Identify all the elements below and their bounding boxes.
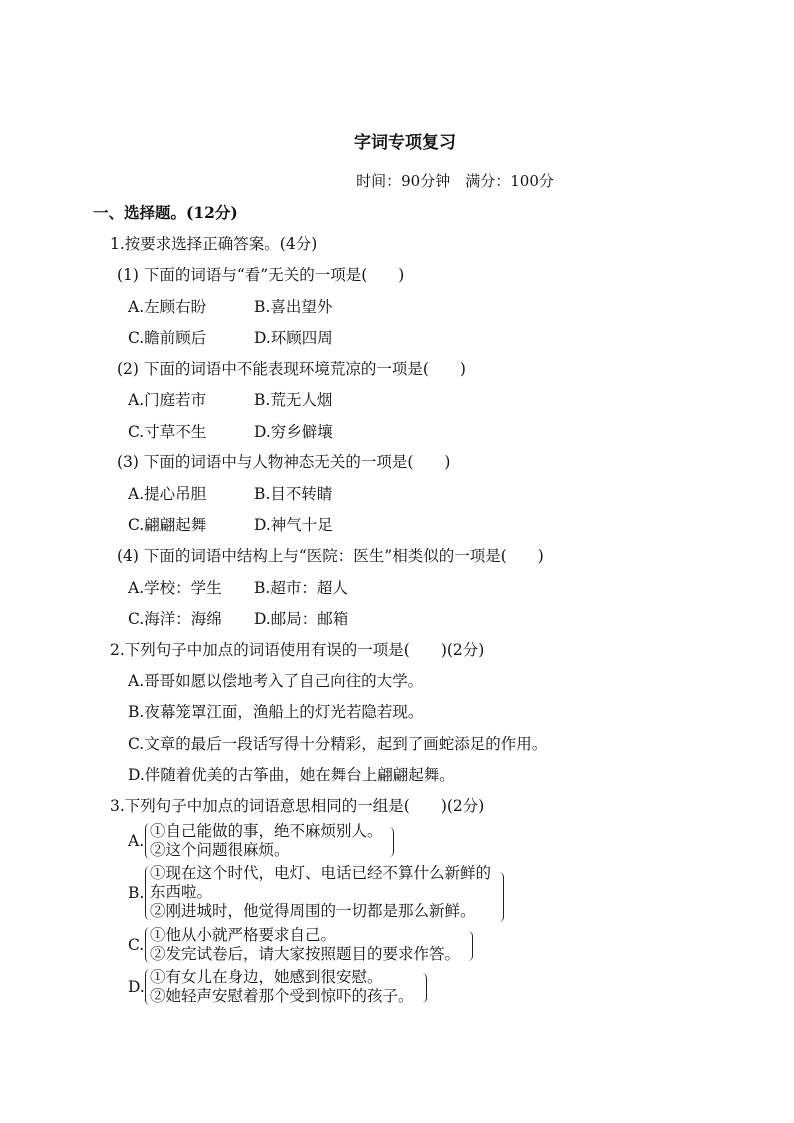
q1-sub2-options-row1 [128,390,332,410]
option-b[interactable]: B.目不转睛 [254,485,333,503]
option-a[interactable]: A.左顾右盼 [128,298,207,316]
q3-d-line-2: ②她轻声安慰着那个受到惊吓的孩子。 [150,987,414,1005]
exam-meta: 时间：90分钟 满分：100分 [356,172,554,190]
q1-sub1-stem: (1) 下面的词语与“看”无关的一项是( ) [117,266,405,284]
q2-option-a[interactable]: A.哥哥如愿以偿地考入了自己向往的大学。 [128,672,424,690]
q2-option-b[interactable]: B.夜幕笼罩江面，渔船上的灯光若隐若现。 [128,703,424,721]
q2-option-c[interactable]: C.文章的最后一段话写得十分精彩，起到了画蛇添足的作用。 [128,735,548,753]
q1-sub3-options-row1 [128,484,332,504]
option-a[interactable]: A.提心吊胆 [128,485,207,503]
q1-sub4-options-row1 [128,578,348,598]
q3-c-line-1: ①他从小就严格要求自己。 [150,926,337,944]
brace-right [498,872,504,922]
option-b[interactable]: B.喜出望外 [254,298,333,316]
page-title: 字词专项复习 [354,133,456,153]
option-d[interactable]: D.环顾四周 [254,329,333,347]
option-letter: B. [128,884,145,902]
q1-sub2-options-row2 [128,422,333,442]
q1-sub4-options-row2 [128,609,348,629]
option-b[interactable]: B.超市：超人 [254,579,348,597]
question-2-stem: 2.下列句子中加点的词语使用有误的一项是( )(2分) [110,641,485,659]
q3-b-line-3: ②刚进城时，他觉得周围的一切都是那么新鲜。 [150,902,476,920]
option-c[interactable]: C.瞻前顾后 [128,329,207,347]
q3-c-line-2: ②发完试卷后，请大家按照题目的要求作答。 [150,945,461,963]
q1-sub1-options-row2 [128,328,333,348]
q3-d-line-1: ①有女儿在身边，她感到很安慰。 [150,968,383,986]
question-3-stem: 3.下列句子中加点的词语意思相同的一组是( )(2分) [110,797,485,815]
q3-b-line-1: ①现在这个时代，电灯、电话已经不算什么新鲜的 [150,864,492,882]
option-c[interactable]: C.寸草不生 [128,423,207,441]
option-d[interactable]: D.穷乡僻壤 [254,423,333,441]
q3-b-line-2: 东西啦。 [150,883,213,901]
section-heading: 一、选择题。(12分) [93,203,238,222]
brace-right [467,931,473,961]
brace-right [421,973,427,1003]
option-c[interactable]: C.翩翩起舞 [128,516,207,534]
option-letter: C. [128,936,145,954]
option-d[interactable]: D.邮局：邮箱 [254,610,349,628]
option-a[interactable]: A.学校：学生 [128,579,222,597]
q3-a-line-1: ①自己能做的事，绝不麻烦别人。 [150,822,383,840]
option-a[interactable]: A.门庭若市 [128,391,207,409]
q1-sub4-stem: (4) 下面的词语中结构上与“医院：医生”相类似的一项是( ) [117,547,544,565]
option-c[interactable]: C.海洋：海绵 [128,610,222,628]
q3-a-line-2: ②这个问题很麻烦。 [150,841,290,859]
q1-sub2-stem: (2) 下面的词语中不能表现环境荒凉的一项是( ) [117,360,466,378]
brace-right [388,827,394,857]
q1-sub3-options-row2 [128,515,333,535]
option-d[interactable]: D.神气十足 [254,516,333,534]
question-1-stem: 1.按要求选择正确答案。(4分) [110,235,318,253]
q2-option-d[interactable]: D.伴随着优美的古筝曲，她在舞台上翩翩起舞。 [128,766,455,784]
q1-sub1-options-row1 [128,297,332,317]
q1-sub3-stem: (3) 下面的词语中与人物神态无关的一项是( ) [117,453,451,471]
option-letter: A. [128,832,145,850]
option-letter: D. [128,978,145,996]
option-b[interactable]: B.荒无人烟 [254,391,333,409]
